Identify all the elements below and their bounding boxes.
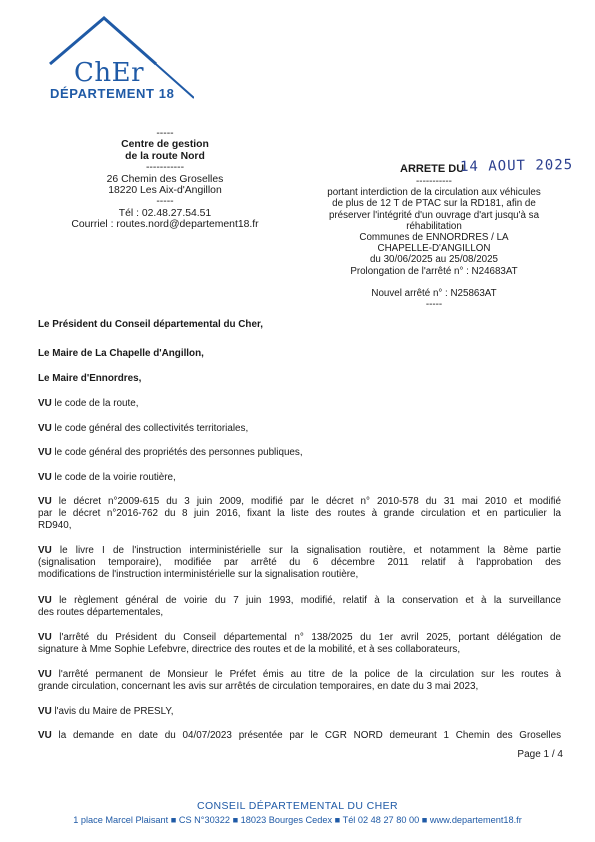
vu-paragraph: VU l'avis du Maire de PRESLY, [38,706,174,717]
page-number: Page 1 / 4 [517,749,563,760]
logo-wordmark: ChEr [74,58,145,88]
department-logo [44,14,194,104]
vu-label: VU [38,545,52,556]
arrete-object-line: Prolongation de l'arrêté n° : N24683AT [350,265,518,277]
vu-label: VU [38,595,52,606]
separator: ----------- [416,176,452,187]
vu-label: VU [38,669,52,680]
vu-paragraph: VU le code de la route, [38,398,139,409]
vu-paragraph: VU le code général des collectivités territoriales, [38,423,249,434]
arrete-object-line: préserver l'intégrité d'un ouvrage d'art jusqu'à sa [328,209,540,221]
intro-maire-ennordres: Le Maire d'Ennordres, [38,373,142,384]
arrete-object-line: de plus de 12 T de PTAC sur la RD181, afin de [332,198,536,210]
sender-phone: Tél : 02.48.27.54.51 [118,207,212,219]
sender-address1: 26 Chemin des Groselles [106,173,224,185]
arrete-object-line: Communes de ENNORDRES / LA [359,232,509,244]
separator: ----------- [145,162,185,174]
separator: ----- [156,128,174,139]
vu-label: VU [38,706,52,717]
sender-block [20,128,310,231]
sender-title-line2: de la route Nord [125,150,205,162]
sender-title-line1: Centre de gestion [121,139,209,151]
vu-label: VU [38,730,52,741]
arrete-object-line: CHAPELLE-D'ANGILLON [377,243,491,255]
logo-subtitle: DÉPARTEMENT 18 [50,86,175,101]
vu-paragraph: VU le code général des propriétés des personnes publiques, [38,447,303,458]
vu-label: VU [38,472,52,483]
vu-paragraph: VU l'arrêté permanent de Monsieur le Préfet émis au titre de la police de la circulation sur les routes à grande circulation, concernant les avis sur arrêtés de circulation temporaires, en date du 3 mai 2023, [38,669,561,692]
arrete-object-line: du 30/06/2025 au 25/08/2025 [369,254,499,266]
vu-paragraph: VU le règlement général de voirie du 7 juin 1993, modifié, relatif à la conservation et à la surveillance des routes départementales, [38,595,561,618]
footer-address: 1 place Marcel Plaisant ■ CS N°30322 ■ 18023 Bourges Cedex ■ Tél 02 48 27 80 00 ■ www.departement18.fr [73,815,522,825]
vu-paragraph: VU la demande en date du 04/07/2023 présentée par le CGR NORD demeurant 1 Chemin des Groselles [38,730,562,741]
vu-label: VU [38,423,52,434]
vu-paragraph: VU le code de la voirie routière, [38,472,176,483]
vu-label: VU [38,398,52,409]
intro-maire-chapelle: Le Maire de La Chapelle d'Angillon, [38,348,204,359]
date-stamp: 14 AOUT 2025 [459,157,574,175]
new-arrete-number: Nouvel arrêté n° : N25863AT [371,287,497,299]
arrete-block [304,176,564,310]
separator: ----- [156,196,174,208]
arrete-object-line: portant interdiction de la circulation aux véhicules [327,187,541,199]
intro-president: Le Président du Conseil départemental du Cher, [38,319,263,330]
footer-title: CONSEIL DÉPARTEMENTAL DU CHER [196,800,399,812]
vu-label: VU [38,447,52,458]
vu-label: VU [38,632,52,643]
vu-paragraph: VU le décret n°2009-615 du 3 juin 2009, modifié par le décret n° 2010-578 du 31 mai 2010 et modifié par le décret n°2016-762 du 8 juin 2016, fixant la liste des routes à grande circulation et en particulier la RD940, [38,496,561,531]
arrete-object-line: réhabilitation [406,220,462,232]
arrete-title: ARRETE DU [400,163,465,175]
vu-paragraph: VU l'arrêté du Président du Conseil départemental n° 138/2025 du 1er avril 2025, portant délégation de signature à Mme Sophie Lefebvre, directrice des routes et de la mobilité, et à ses collaborateurs, [38,632,561,655]
sender-address2: 18220 Les Aix-d'Angillon [108,185,222,197]
vu-paragraph: VU le livre I de l'instruction interministérielle sur la signalisation routière, et notamment la 8ème partie (signalisation temporaire), modifiée par arrêté du 6 décembre 2011 relatif à l'approbation des modifications de l'instruction interministérielle sur la signalisation routière, [38,545,562,580]
vu-label: VU [38,496,52,507]
sender-email: Courriel : routes.nord@departement18.fr [71,219,259,231]
separator: ----- [425,299,443,311]
